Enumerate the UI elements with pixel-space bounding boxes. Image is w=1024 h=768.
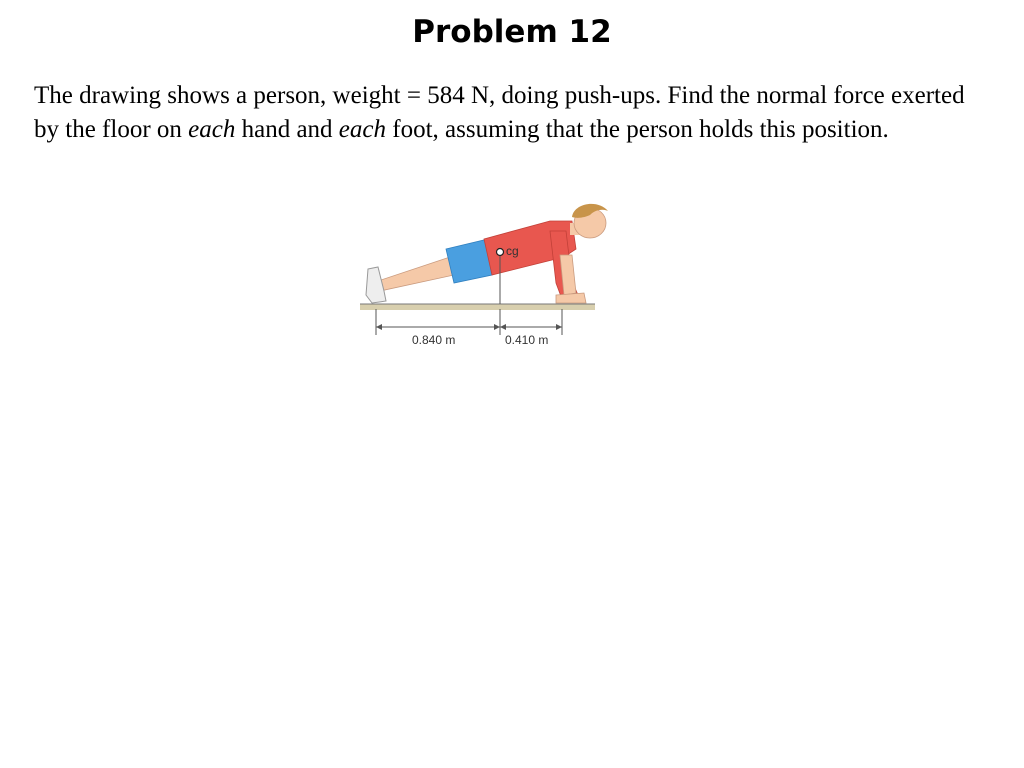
person — [366, 204, 608, 303]
arrowhead — [556, 324, 562, 330]
right-distance-label: 0.410 m — [505, 333, 549, 347]
left-distance-label: 0.840 m — [412, 333, 456, 347]
problem-text-part1: The drawing shows a person, weight = 584 N, doing push-ups. Find the normal force exerted by the floor on — [34, 82, 965, 143]
problem-statement — [34, 79, 994, 147]
floor — [360, 304, 595, 310]
problem-emphasis-each-foot: each — [338, 116, 386, 143]
cg-label: cg — [506, 244, 519, 258]
problem-text-part3: foot, assuming that the person holds this position. — [386, 116, 889, 143]
arrowhead — [500, 324, 506, 330]
problem-text-part2: hand and — [235, 116, 339, 143]
legs — [378, 257, 454, 291]
shoe — [366, 267, 386, 303]
cg-marker — [497, 249, 504, 256]
hand — [556, 293, 586, 303]
pushup-figure — [350, 195, 610, 355]
arrowhead — [376, 324, 382, 330]
problem-emphasis-each-hand: each — [188, 116, 236, 143]
arrowhead — [494, 324, 500, 330]
pushup-diagram — [350, 195, 610, 355]
page-title: Problem 12 — [412, 14, 612, 50]
